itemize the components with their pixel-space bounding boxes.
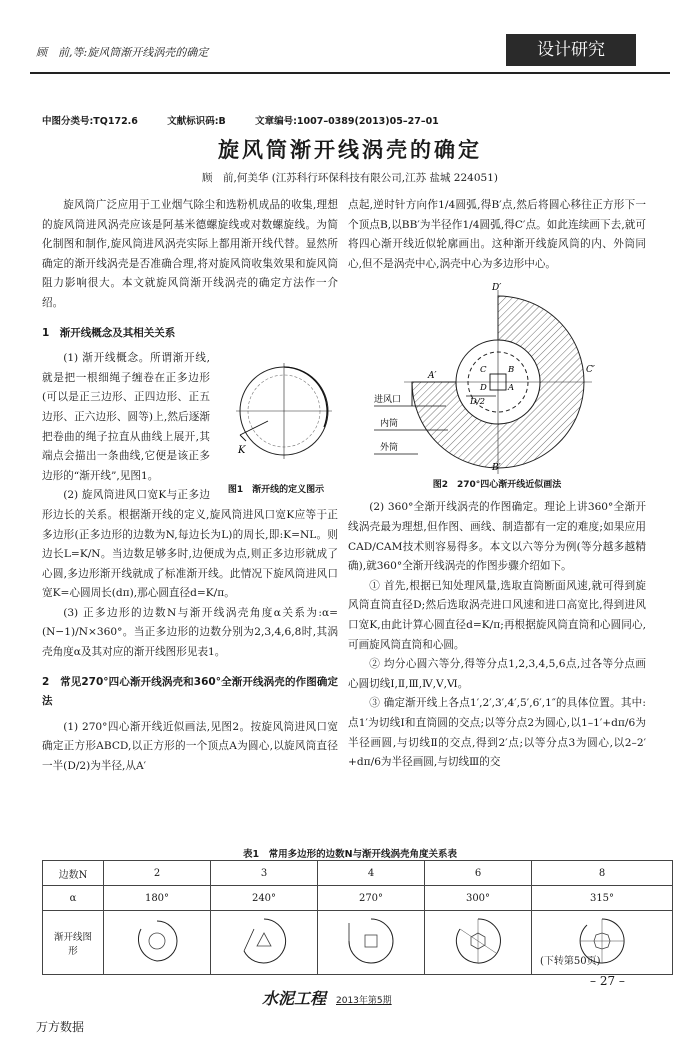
page-number: – 27 – bbox=[590, 974, 625, 988]
table-row-label-figure: 渐开线图形 bbox=[43, 911, 104, 975]
table-cell-n: 2 bbox=[104, 861, 211, 886]
figure-2 bbox=[348, 278, 646, 492]
table-cell-n: 3 bbox=[211, 861, 318, 886]
figure-1 bbox=[216, 349, 338, 497]
article-number: 文章编号:1007–0389(2013)05–27–01 bbox=[255, 116, 439, 127]
fig2-label-b: B bbox=[508, 365, 515, 376]
table-figure-240 bbox=[211, 911, 318, 975]
table-cell-alpha: 270° bbox=[318, 886, 425, 911]
fig2-label-d: D bbox=[480, 383, 487, 394]
header-rule bbox=[30, 72, 670, 74]
paragraph-7: ② 均分心圆六等分,得等分点1,2,3,4,5,6点,过各等分点画心圆切线Ⅰ,Ⅱ,Ⅲ,Ⅳ,Ⅴ,Ⅵ。 bbox=[348, 658, 646, 690]
involute-240-icon bbox=[234, 913, 294, 969]
figure-2-caption: 图2 270°四心渐开线近似画法 bbox=[432, 480, 562, 491]
doc-code: 文献标识码:B bbox=[167, 116, 226, 127]
paragraph-4-continued: 点起,逆时针方向作1/4圆弧,得B′点,然后将圆心移往正方形下一个顶点B,以BB′为半径作1/4圆弧,得C′点。如此连续画下去,就可将四心渐开线近似轮廓画出。这种渐开线旋风筒的内、外筒同心,但不是涡壳中心,涡壳中心为多边形中心。 bbox=[348, 199, 646, 270]
table-cell-alpha: 315° bbox=[532, 886, 673, 911]
involute-270-icon bbox=[341, 913, 401, 969]
table-figure-180 bbox=[104, 911, 211, 975]
paragraph-6: ① 首先,根据已知处理风量,选取直筒断面风速,就可得到旋风筒直筒直径D;然后选取涡壳进口风速和进口高宽比,得到进风口宽K,由此计算心圆直径d=K/π;再根据旋风筒直筒和心圆同心,可画旋风筒直筒和心圆。 bbox=[348, 579, 646, 651]
journal-name: 水泥工程 bbox=[262, 989, 327, 1008]
fig2-label-outer-cylinder: 外筒 bbox=[380, 443, 399, 454]
running-header: 顾 前,等:旋风筒渐开线涡壳的确定 bbox=[36, 46, 209, 59]
paragraph-3: (3) 正多边形的边数N与渐开线涡壳角度α关系为:α=(N−1)/N×360°。当正多边形的边数分别为2,3,4,6,8时,其涡壳角度α及其对应的渐开线图形见表1。 bbox=[42, 606, 338, 659]
table-figure-270 bbox=[318, 911, 425, 975]
paragraph-4: (1) 270°四心渐开线近似画法,见图2。按旋风筒进风口宽确定正方形ABCD,以正方形的一个顶点A为圆心,以旋风筒直径一半(D/2)为半径,从A′ bbox=[42, 720, 338, 773]
table-figure-300 bbox=[425, 911, 532, 975]
involute-definition-diagram bbox=[216, 349, 338, 477]
figure-1-caption: 图1 渐开线的定义图示 bbox=[227, 485, 325, 496]
section-1-heading: 1 渐开线概念及其相关关系 bbox=[42, 326, 176, 339]
fig1-k-label: K bbox=[238, 445, 246, 457]
continued-note: (下转第50页) bbox=[540, 956, 601, 967]
authors: 顾 前,何美华 (江苏科行环保科技有限公司,江苏 盐城 224051) bbox=[202, 172, 498, 184]
involute-300-icon bbox=[448, 913, 508, 969]
table-1-title: 表1 常用多边形的边数N与渐开线涡壳角度关系表 bbox=[242, 849, 458, 860]
fig2-label-b-prime: B′ bbox=[492, 463, 501, 474]
fig2-label-inner-cylinder: 内筒 bbox=[380, 419, 399, 430]
journal-issue: 2013年第5期 bbox=[336, 996, 392, 1006]
fig2-label-d-prime: D′ bbox=[492, 283, 502, 294]
article-meta bbox=[42, 113, 662, 127]
table-cell-n: 8 bbox=[532, 861, 673, 886]
paragraph-5: (2) 360°全渐开线涡壳的作图确定。理论上讲360°全渐开线涡壳最为理想,但作图、画线、制造都有一定的难度;如果应用CAD/CAM技术则容易得多。本文以六等分为例(等分越多越精确),就360°全渐开线涡壳的作图步骤介绍如下。 bbox=[348, 501, 646, 573]
table-row-label-alpha: α bbox=[43, 886, 104, 911]
four-center-involute-diagram bbox=[348, 278, 646, 474]
fig2-label-inlet: 进风口 bbox=[374, 395, 402, 406]
fig2-label-c-prime: C′ bbox=[586, 365, 595, 376]
watermark: 万方数据 bbox=[36, 1020, 85, 1034]
fig2-label-half-d: D/2 bbox=[470, 397, 486, 408]
section-2-heading: 2 常见270°四心渐开线涡壳和360°全渐开线涡壳的作图确定法 bbox=[42, 675, 338, 708]
fig2-label-a: A bbox=[508, 383, 515, 394]
involute-180-icon bbox=[127, 913, 187, 969]
paper-title: 旋风筒渐开线涡壳的确定 bbox=[218, 138, 482, 162]
paragraph-8: ③ 确定渐开线上各点1′,2′,3′,4′,5′,6′,1″的具体位置。其中:点1′为切线Ⅰ和直筒圆的交点;以等分点2为圆心,以1–1′+dπ/6为半径画圆,与切线Ⅱ的交点,得到2′点;以等分点3为圆心,以2–2′+dπ/6为半径画圆,与切线Ⅲ的交 bbox=[348, 697, 646, 769]
table-row-label-n: 边数N bbox=[43, 861, 104, 886]
paragraph-2: (2) 旋风筒进风口宽K与正多边形边长的关系。根据渐开线的定义,旋风筒进风口宽K应等于正多边形(正多边形的边数为N,每边长为L)的周长,即:K=NL。则边长L=K/N。当边数足够多时,边便成为点,则正多边形就成了心圆,多边形渐开线就成了标准渐开线。此情况下旋风筒进风口宽K=心圆周长(dπ),那心圆直径d=K/π。 bbox=[42, 489, 338, 600]
table-cell-alpha: 180° bbox=[104, 886, 211, 911]
fig2-label-c: C bbox=[480, 365, 487, 376]
table-cell-n: 6 bbox=[425, 861, 532, 886]
section-badge: 设计研究 bbox=[506, 34, 636, 66]
paragraph-1: (1) 渐开线概念。所谓渐开线,就是把一根细绳子缠卷在正多边形(可以是正三边形、正四边形、正五边形、正六边形、圆等)上,然后逐渐把卷曲的绳子拉直从曲线上展开,其端点会描出一条曲线,它便是该正多边形的“渐开线”,见图1。 bbox=[42, 352, 210, 482]
fig2-label-a-prime: A′ bbox=[428, 371, 437, 382]
table-cell-n: 4 bbox=[318, 861, 425, 886]
table-cell-alpha: 300° bbox=[425, 886, 532, 911]
clc-number: 中图分类号:TQ172.6 bbox=[42, 116, 138, 127]
left-column bbox=[42, 196, 338, 777]
intro-paragraph: 旋风筒广泛应用于工业烟气除尘和选粉机成品的收集,理想的旋风筒进风涡壳应该是阿基米德螺旋线或对数螺旋线。为简化制图和制作,旋风筒进风涡壳实际上都用渐开线代替。显然所确定的渐开线涡壳是否准确合理,将对旋风筒收集效果和旋风筒阻力影响很大。本文就旋风筒渐开线涡壳的确定方法作一介绍。 bbox=[42, 199, 338, 309]
table-cell-alpha: 240° bbox=[211, 886, 318, 911]
right-column bbox=[348, 196, 646, 773]
